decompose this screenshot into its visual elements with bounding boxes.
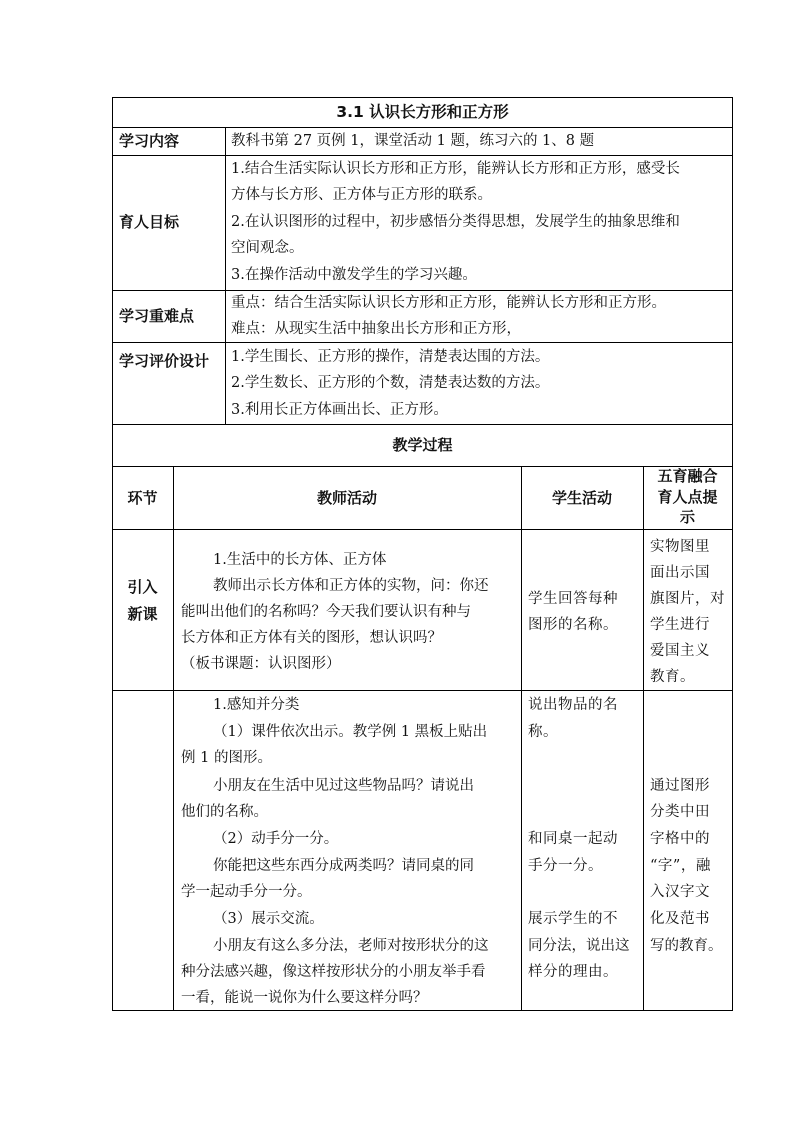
student-line: 样分的理由。 xyxy=(528,964,618,980)
five-line: 旗图片，对 xyxy=(650,591,725,607)
student-line: 图形的名称。 xyxy=(528,617,618,633)
header-student: 学生活动 xyxy=(551,489,612,507)
evaluation-line: 3.利用长正方体画出长、正方形。 xyxy=(231,402,448,418)
grid-line xyxy=(112,529,733,530)
grid-line xyxy=(643,466,644,1010)
grid-line xyxy=(112,97,113,1011)
teacher-line: 种分法感兴趣，像这样按形状分的小朋友举手看 xyxy=(181,964,486,980)
grid-line xyxy=(112,155,733,156)
header-five-line: 五育融合 xyxy=(657,467,718,485)
teacher-line: 教师出示长方体和正方体的实物，问：你还 xyxy=(213,578,489,594)
teacher-line: 1.生活中的长方体、正方体 xyxy=(213,552,387,568)
grid-line xyxy=(112,690,733,691)
teacher-line: 例 1 的图形。 xyxy=(181,750,272,766)
lesson-title: 3.1 认识长方形和正方形 xyxy=(336,103,509,121)
teacher-line: 一看，能说一说你为什么要这样分吗？ xyxy=(181,990,428,1006)
grid-line xyxy=(112,466,733,467)
evaluation-line: 2.学生数长、正方形的个数，清楚表达数的方法。 xyxy=(231,375,550,391)
goals-line: 方体与长方形、正方体与正方形的联系。 xyxy=(231,187,492,203)
teacher-line: 小朋友在生活中见过这些物品吗？请说出 xyxy=(213,778,474,794)
five-line: “字”，融 xyxy=(650,858,711,874)
grid-line xyxy=(112,127,733,128)
grid-line xyxy=(225,127,226,424)
grid-line xyxy=(521,466,522,1010)
grid-line xyxy=(173,466,174,1010)
header-five-line: 育人点提 xyxy=(657,488,718,506)
goals-label: 育人目标 xyxy=(119,213,180,231)
five-line: 化及范书 xyxy=(650,911,710,927)
five-line: 学生进行 xyxy=(650,617,710,633)
teacher-line: （3）展示交流。 xyxy=(213,911,324,927)
teacher-line: （1）课件依次出示。教学例 1 黑板上贴出 xyxy=(213,724,488,740)
five-line: 实物图里 xyxy=(650,539,710,555)
five-line: 分类中田 xyxy=(650,804,710,820)
evaluation-label: 学习评价设计 xyxy=(119,352,210,370)
student-line: 同分法，说出这 xyxy=(528,938,630,954)
keypoints-line: 重点：结合生活实际认识长方形和正方形，能辨认长方形和正方形。 xyxy=(231,295,666,311)
keypoints-label: 学习重难点 xyxy=(119,307,195,325)
teacher-line: 长方体和正方体有关的图形，想认识吗？ xyxy=(181,630,442,646)
student-line: 和同桌一起动 xyxy=(528,831,618,847)
goals-line: 3.在操作活动中激发学生的学习兴趣。 xyxy=(231,267,477,283)
student-line: 展示学生的不 xyxy=(528,911,618,927)
grid-line xyxy=(112,97,733,98)
content-text: 教科书第 27 页例 1，课堂活动 1 题，练习六的 1、8 题 xyxy=(231,133,595,149)
stage-cell-line: 引入 xyxy=(127,578,158,596)
header-five-line: 示 xyxy=(679,508,695,526)
teacher-line: 1.感知并分类 xyxy=(213,697,300,713)
grid-line xyxy=(112,342,733,343)
header-teacher: 教师活动 xyxy=(316,489,377,507)
goals-line: 1.结合生活实际认识长方形和正方形，能辨认长方形和正方形，感受长 xyxy=(231,161,680,177)
goals-line: 空间观念。 xyxy=(231,240,304,256)
five-line: 入汉字文 xyxy=(650,884,710,900)
goals-line: 2.在认识图形的过程中，初步感悟分类得思想，发展学生的抽象思维和 xyxy=(231,214,680,230)
student-line: 称。 xyxy=(528,724,558,740)
teacher-line: 你能把这些东西分成两类吗？请同桌的同 xyxy=(213,858,474,874)
five-line: 爱国主义 xyxy=(650,643,710,659)
stage-cell-line: 新课 xyxy=(127,605,158,623)
keypoints-line: 难点：从现实生活中抽象出长方形和正方形， xyxy=(231,321,521,337)
teacher-line: 他们的名称。 xyxy=(181,804,268,820)
grid-line xyxy=(732,97,733,1011)
five-line: 字格中的 xyxy=(650,831,710,847)
teacher-line: 能叫出他们的名称吗？今天我们要认识有种与 xyxy=(181,604,471,620)
evaluation-line: 1.学生围长、正方形的操作，清楚表达围的方法。 xyxy=(231,349,550,365)
process-title: 教学过程 xyxy=(392,436,453,454)
teacher-line: 小朋友有这么多分法，老师对按形状分的这 xyxy=(213,938,489,954)
teacher-line: （板书课题：认识图形） xyxy=(181,656,341,672)
teacher-line: 学一起动手分一分。 xyxy=(181,884,312,900)
five-line: 面出示国 xyxy=(650,565,710,581)
student-line: 学生回答每种 xyxy=(528,591,618,607)
student-line: 手分一分。 xyxy=(528,858,603,874)
grid-line xyxy=(112,1010,733,1011)
teacher-line: （2）动手分一分。 xyxy=(213,831,339,847)
grid-line xyxy=(112,424,733,425)
student-line: 说出物品的名 xyxy=(528,697,618,713)
five-line: 写的教育。 xyxy=(650,938,723,954)
five-line: 通过图形 xyxy=(650,778,710,794)
content-label: 学习内容 xyxy=(119,132,180,150)
five-line: 教育。 xyxy=(650,669,695,685)
grid-line xyxy=(112,290,733,291)
header-stage: 环节 xyxy=(127,489,158,507)
